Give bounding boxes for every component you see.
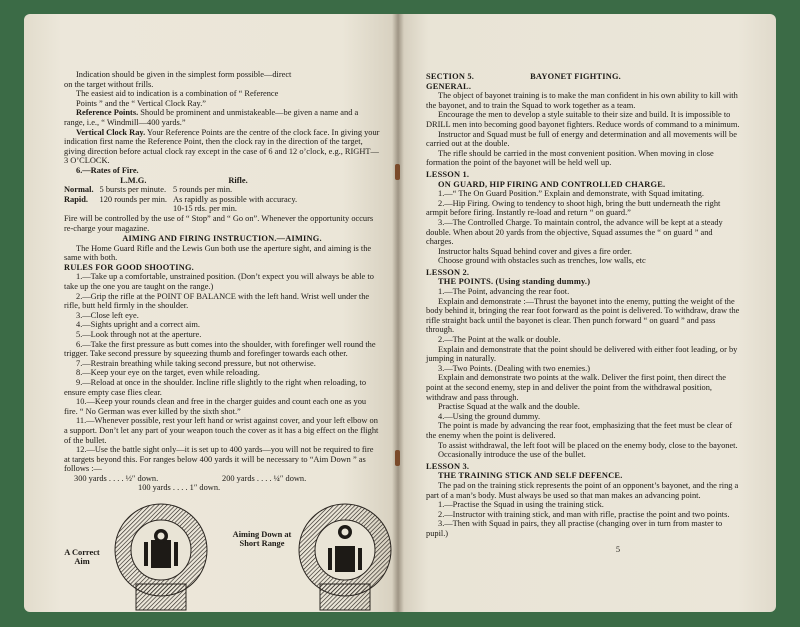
correct-aim-sight-icon bbox=[106, 502, 216, 612]
col-lmg: L.M.G. bbox=[120, 175, 147, 185]
paragraph: Practise Squad at the walk and the double. bbox=[438, 402, 580, 412]
col-rifle: Rifle. bbox=[228, 175, 248, 185]
row-lmg: 120 rounds per min. bbox=[99, 194, 168, 204]
reference-points bbox=[64, 108, 380, 127]
aiming-heading: AIMING AND FIRING INSTRUCTION.—AIMING. bbox=[122, 234, 322, 244]
intro-line: Indication should be given in the simplest form possible—direct bbox=[76, 70, 292, 79]
paragraph: Occasionally introduce the use of the bullet. bbox=[438, 450, 586, 460]
rules-heading: RULES FOR GOOD SHOOTING. bbox=[64, 262, 194, 272]
row-label: Rapid. bbox=[64, 194, 88, 204]
rates-heading: 6.—Rates of Fire. bbox=[76, 165, 139, 175]
booklet bbox=[24, 14, 776, 612]
lesson2-title: THE POINTS. (Using standing dummy.) bbox=[438, 277, 591, 287]
paragraph: 4.—Sights upright and a correct aim. bbox=[76, 320, 200, 330]
row-lmg: 5 bursts per minute. bbox=[99, 185, 167, 195]
staple bbox=[395, 450, 400, 466]
paragraph: 4.—Using the ground dummy. bbox=[438, 411, 541, 421]
paragraph: 10.—Keep your rounds clean and free in the charger guides and count each one as you fire. “ No German was ever killed by the sixth shot.” bbox=[64, 397, 367, 416]
lesson3-text bbox=[426, 481, 740, 539]
paragraph: The rifle should be carried in the most convenient position. When moving in close formation the point of the bayonet will be held well up. bbox=[426, 148, 714, 168]
paragraph: 9.—Reload at once in the shoulder. Incline rifle slightly to the right when reloading, to ensure empty case flies clear. bbox=[64, 378, 367, 397]
intro-line: Points ” and the “ Vertical Clock Ray.” bbox=[76, 98, 207, 108]
fire-control-text: Fire will be controlled by the use of “ Stop” and “ Go on”. Whenever the opportunity occurs re-charge your magazine. bbox=[64, 213, 374, 233]
general-heading: GENERAL. bbox=[426, 81, 472, 91]
rules-list bbox=[64, 272, 380, 473]
lesson2-text bbox=[426, 287, 740, 460]
aiming-text: The Home Guard Rifle and the Lewis Gun both use the aperture sight, and aiming is the same with both. bbox=[64, 243, 372, 263]
intro-text bbox=[64, 70, 380, 108]
page-number: 5 bbox=[615, 544, 620, 554]
paragraph: 6.—Take the first pressure as butt comes into the shoulder, with forefinger well round the trigger. Take second pressure by squeezing thumb and forefinger towards each other. bbox=[64, 339, 376, 359]
paragraph: Explain and demonstrate that the point should be delivered with either foot leading, or by jumping in naturally. bbox=[426, 344, 738, 364]
intro-line: The easiest aid to indication is a combination of “ Reference bbox=[76, 89, 279, 99]
paragraph: 3.—Two Points. (Dealing with two enemies.) bbox=[438, 363, 591, 373]
paragraph: Instructor and Squad must be full of energy and determination and all movements will be carried out at the double. bbox=[426, 129, 737, 149]
paragraph: The pad on the training stick represents the point of an opponent’s bayonet, and the ring a part of a man’s body. Must always be used so that man makes an advancing point. bbox=[426, 480, 739, 500]
aiming-down-label: Aiming Down at Short Range bbox=[232, 529, 292, 549]
paragraph: 12.—Use the battle sight only—it is set up to 400 yards—you will not be required to fire at targets beyond this. For ranges below 400 yards it will be necessary to “Aim Down ” as follows :— bbox=[64, 445, 374, 474]
vertical-clock-ray bbox=[64, 128, 380, 166]
vcr-heading: Vertical Clock Ray. bbox=[76, 127, 146, 137]
paragraph: 7.—Restrain breathing while taking second pressure, but not otherwise. bbox=[76, 358, 316, 368]
reference-points-heading: Reference Points. bbox=[76, 108, 139, 118]
aiming-down-sight-icon bbox=[290, 502, 398, 612]
row-label: Normal. bbox=[64, 185, 94, 195]
vcr-text: Your Reference Points are the centre of the clock face. In giving your indication first name the Reference Point, then the clock ray in the direction of the target, giving direction before actual clock ray except in the case of 6 and 12 o’clock, e.g., RIGHT—3 O’CLOCK. bbox=[64, 127, 380, 166]
left-page bbox=[24, 14, 398, 612]
rates-of-fire-table bbox=[64, 176, 309, 214]
paragraph: To assist withdrawal, the left foot will be placed on the enemy body, close to the bayonet. bbox=[438, 440, 738, 450]
section-header bbox=[426, 72, 740, 82]
right-page bbox=[398, 14, 776, 612]
paragraph: 1.—Take up a comfortable, unstrained position. (Don’t expect you will always be able to take up the one you are taught on the range.) bbox=[64, 272, 374, 292]
paragraph: 3.—Close left eye. bbox=[76, 310, 139, 320]
paragraph: 11.—Whenever possible, rest your left hand or wrist against cover, and your left elbow on a support. Don’t let any part of your weapon touch the cover as it has a big effect on the flight of the bullet. bbox=[64, 416, 379, 445]
table-row bbox=[64, 185, 309, 195]
intro-line: on the target without frills. bbox=[64, 79, 154, 89]
paragraph: Encourage the men to develop a style suitable to their size and build. It is impossible to DRILL men into becoming good bayonet fighters. Reduce words of command to a minimum. bbox=[426, 110, 740, 129]
lesson3-heading: LESSON 3. bbox=[426, 461, 470, 471]
paragraph: 3.—The Controlled Charge. To maintain control, the advance will be kept at a steady double. When about 20 yards from the objective, Squad assumes the “ on guard ” and charges. bbox=[426, 217, 723, 247]
general-text bbox=[426, 91, 740, 168]
paragraph: 3.—Then with Squad in pairs, they all practise (changing over in turn from master to pupil.) bbox=[426, 519, 723, 538]
lesson1-heading: LESSON 1. bbox=[426, 169, 470, 179]
aim-200: 200 yards . . . . ¼″ down. bbox=[222, 473, 307, 483]
lesson2-heading: LESSON 2. bbox=[426, 267, 470, 277]
paragraph: 1.—The Point, advancing the rear foot. bbox=[438, 287, 570, 297]
correct-aim-label: A Correct Aim bbox=[64, 547, 100, 567]
aim-down-table bbox=[64, 474, 380, 494]
staple bbox=[395, 164, 400, 180]
section-number: SECTION 5. bbox=[426, 72, 475, 81]
aim-300: 300 yards . . . . ½″ down. bbox=[74, 473, 159, 483]
lesson1-title: ON GUARD, HIP FIRING AND CONTROLLED CHARGE. bbox=[438, 179, 666, 189]
paragraph: 2.—The Point at the walk or double. bbox=[438, 335, 561, 345]
paragraph: 8.—Keep your eye on the target, even while reloading. bbox=[76, 368, 260, 378]
lesson1-text bbox=[426, 189, 740, 266]
row-rifle: As rapidly as possible with accuracy. 10-15 rds. per min. bbox=[173, 194, 298, 214]
aiming-diagram bbox=[64, 502, 380, 612]
paragraph: Choose ground with obstacles such as trenches, low walls, etc bbox=[438, 256, 646, 266]
table-row bbox=[64, 195, 309, 214]
paragraph: 1.—Practise the Squad in using the training stick. bbox=[438, 500, 604, 510]
spine bbox=[392, 14, 404, 612]
section-title: BAYONET FIGHTING. bbox=[530, 72, 621, 81]
paragraph: Explain and demonstrate two points at the walk. Deliver the first point, then direct the point at the second enemy, step in and deliver the point from the withdrawal position, withdraw and pass through. bbox=[426, 373, 726, 402]
paragraph: 1.—“ The On Guard Position.” Explain and demonstrate, with Squad imitating. bbox=[438, 189, 704, 199]
paragraph: The point is made by advancing the rear foot, emphasizing that the feet must be clear of the enemy when the point is delivered. bbox=[426, 421, 733, 440]
paragraph: The object of bayonet training is to make the man confident in his own ability to kill with the bayonet, and to train the Squad to work together as a team. bbox=[426, 91, 738, 110]
paragraph: 2.—Hip Firing. Owing to tendency to shoot high, bring the butt underneath the right armpit before firing. Instantly re-load and return “ on guard.” bbox=[426, 198, 721, 218]
paragraph: 2.—Instructor with training stick, and man with rifle, practise the point and two points. bbox=[438, 509, 730, 519]
reference-points-text: Should be prominent and unmistakeable—be given a name and a range, i.e., “ Windmill—400 yards.” bbox=[64, 108, 359, 127]
paragraph: Instructor halts Squad behind cover and gives a fire order. bbox=[438, 246, 632, 256]
paragraph: 2.—Grip the rifle at the POINT OF BALANCE with the left hand. Wrist well under the rifle, butt held firmly in the shoulder. bbox=[64, 291, 370, 311]
row-rifle: 5 rounds per min. bbox=[173, 185, 233, 195]
paragraph: Explain and demonstrate :—Thrust the bayonet into the enemy, putting the weight of the body behind it, bringing the rear foot forward as the point is delivered. To withdraw, draw the rifle straight back until the bayonet is clear. Then punch forward “ on guard ” and pass through. bbox=[426, 296, 740, 335]
aim-100: 100 yards . . . . 1″ down. bbox=[138, 482, 221, 492]
paragraph: 5.—Look through not at the aperture. bbox=[76, 330, 202, 340]
lesson3-title: THE TRAINING STICK AND SELF DEFENCE. bbox=[438, 471, 623, 481]
